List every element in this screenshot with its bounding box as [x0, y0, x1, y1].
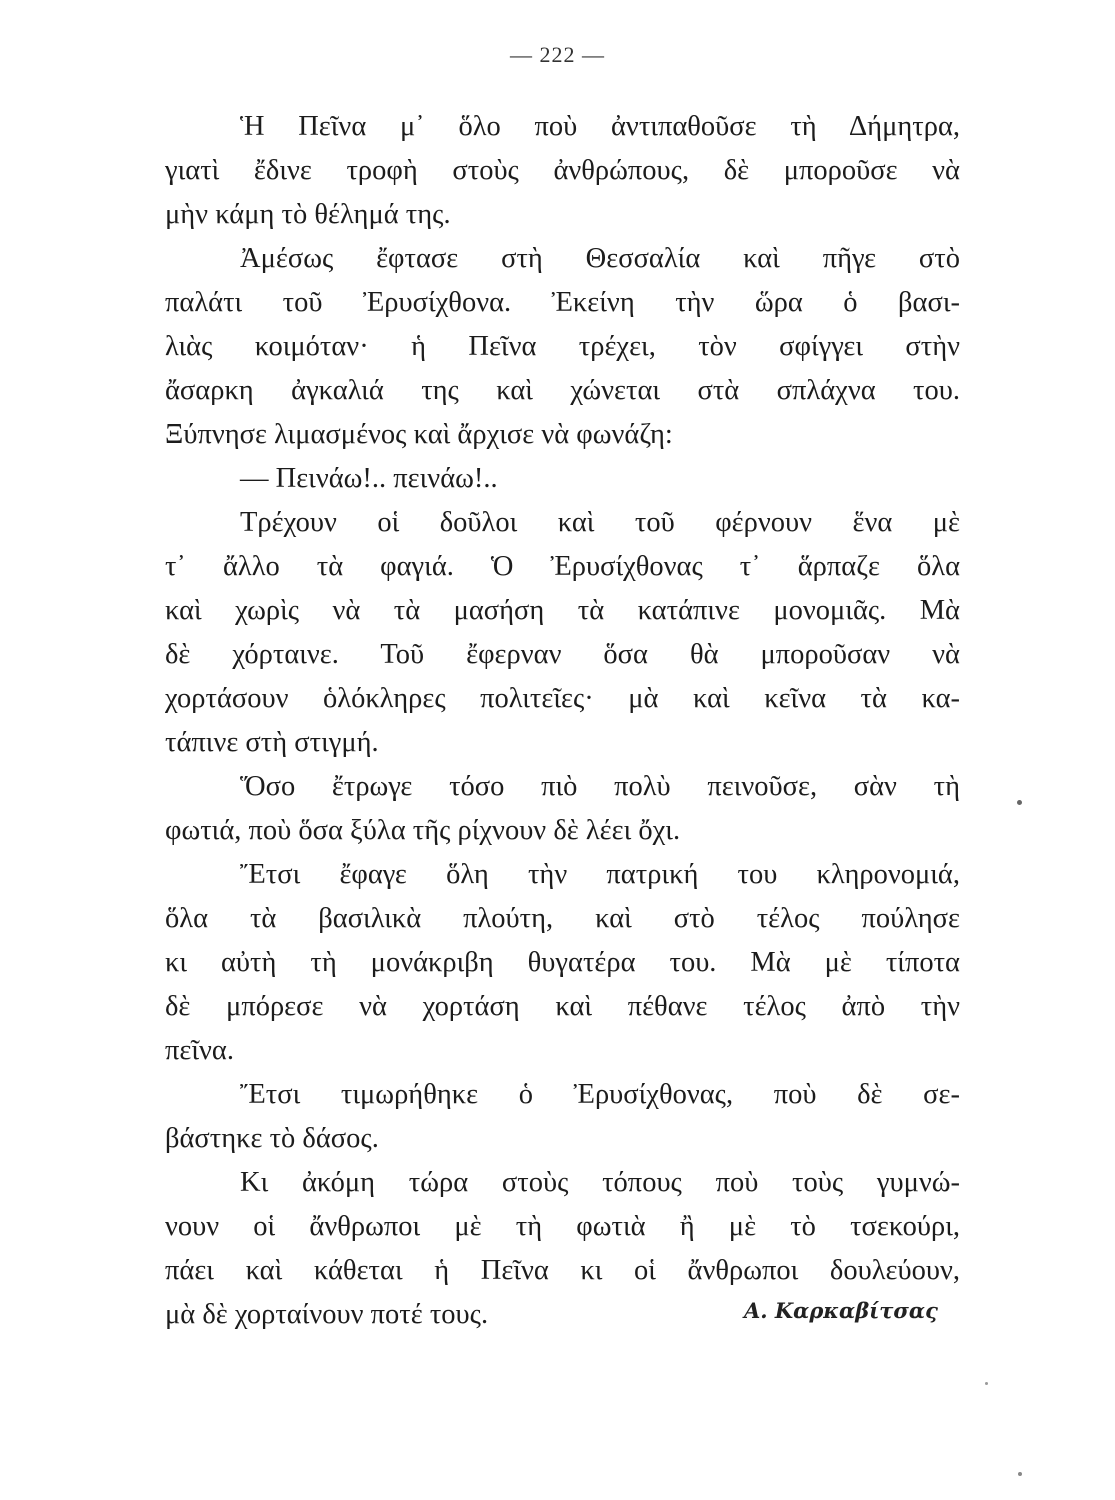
- paper-speck: [985, 1382, 988, 1385]
- text-line: μὴν κάμη τὸ θέλημά της.: [165, 199, 451, 230]
- text-line: πάει καὶ κάθεται ἡ Πεῖνα κι οἱ ἄνθρωποι δουλεύουν,: [165, 1255, 960, 1286]
- text-line: δὲ μπόρεσε νὰ χορτάση καὶ πέθανε τέλος ἀπὸ τὴν: [165, 991, 960, 1022]
- text-line: Ξύπνησε λιμασμένος καὶ ἄρχισε νὰ φωνάζη:: [165, 419, 673, 450]
- text-line: μὰ δὲ χορταίνουν ποτέ τους.: [165, 1299, 489, 1330]
- text-line: πεῖνα.: [165, 1035, 234, 1066]
- text-line: καὶ χωρὶς νὰ τὰ μασήση τὰ κατάπινε μονομιᾶς. Μὰ: [165, 595, 960, 626]
- text-line: Ἔτσι τιμωρήθηκε ὁ Ἐρυσίχθονας, ποὺ δὲ σε-: [240, 1079, 960, 1110]
- paper-speck: [1018, 1472, 1022, 1476]
- body-text: [165, 105, 960, 1337]
- text-line: κι αὐτὴ τὴ μονάκριβη θυγατέρα του. Μὰ μὲ τίποτα: [165, 947, 960, 978]
- text-line: Τρέχουν οἱ δοῦλοι καὶ τοῦ φέρνουν ἕνα μὲ: [240, 507, 960, 538]
- text-line: ὅλα τὰ βασιλικὰ πλούτη, καὶ στὸ τέλος πούλησε: [165, 903, 960, 934]
- text-line: — Πεινάω!.. πεινάω!..: [240, 463, 498, 494]
- text-line: παλάτι τοῦ Ἐρυσίχθονα. Ἐκείνη τὴν ὥρα ὁ βασι-: [165, 287, 960, 318]
- text-line: τάπινε στὴ στιγμή.: [165, 727, 379, 758]
- page-number: — 222 —: [510, 42, 605, 67]
- text-line: λιὰς κοιμόταν· ἡ Πεῖνα τρέχει, τὸν σφίγγει στὴν: [165, 331, 960, 362]
- text-line: Ἔτσι ἔφαγε ὅλη τὴν πατρική του κληρονομιά,: [240, 859, 960, 890]
- text-line: φωτιά, ποὺ ὅσα ξύλα τῆς ρίχνουν δὲ λέει ὄχι.: [165, 815, 681, 846]
- text-line: δὲ χόρταινε. Τοῦ ἔφερναν ὅσα θὰ μποροῦσαν νὰ: [165, 639, 960, 670]
- text-line: νουν οἱ ἄνθρωποι μὲ τὴ φωτιὰ ἢ μὲ τὸ τσεκούρι,: [165, 1211, 960, 1242]
- text-line: τ᾽ ἄλλο τὰ φαγιά. Ὁ Ἐρυσίχθονας τ᾽ ἅρπαζε ὅλα: [165, 551, 960, 582]
- text-line: βάστηκε τὸ δάσος.: [165, 1123, 379, 1154]
- text-line: ἄσαρκη ἀγκαλιά της καὶ χώνεται στὰ σπλάχνα του.: [165, 375, 960, 406]
- author-signature: Α. Καρκαβίτσας: [744, 1298, 938, 1323]
- text-line: Κι ἀκόμη τώρα στοὺς τόπους ποὺ τοὺς γυμνώ-: [240, 1167, 960, 1198]
- text-line: Ὅσο ἔτρωγε τόσο πιὸ πολὺ πεινοῦσε, σὰν τὴ: [240, 771, 960, 802]
- text-line: γιατὶ ἔδινε τροφὴ στοὺς ἀνθρώπους, δὲ μποροῦσε νὰ: [165, 155, 960, 186]
- text-line: χορτάσουν ὁλόκληρες πολιτεῖες· μὰ καὶ κεῖνα τὰ κα-: [165, 683, 960, 714]
- paper-speck: [1017, 800, 1022, 805]
- text-line: Ἡ Πεῖνα μ᾽ ὅλο ποὺ ἀντιπαθοῦσε τὴ Δήμητρα,: [240, 111, 960, 142]
- text-line: Ἀμέσως ἔφτασε στὴ Θεσσαλία καὶ πῆγε στὸ: [240, 243, 960, 274]
